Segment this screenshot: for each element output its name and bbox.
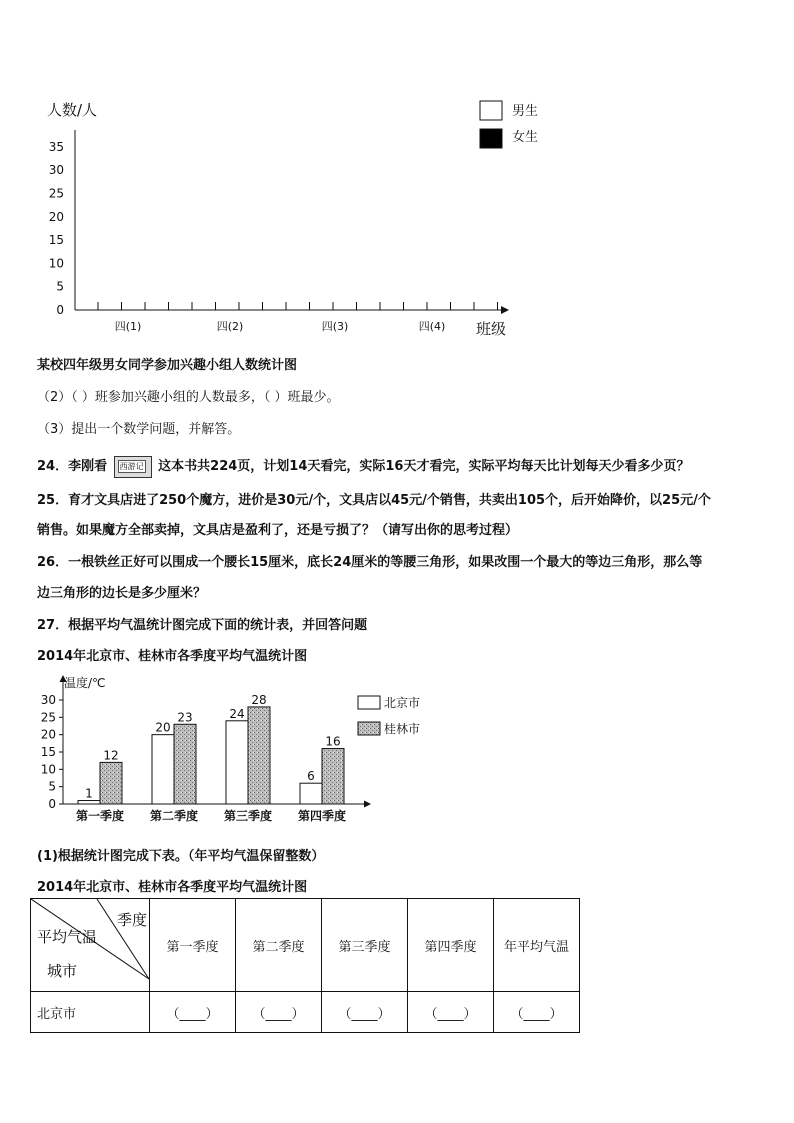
chart2-y-tick-label: 20 [40,727,56,742]
temperature-table [30,898,580,1033]
question-26-line1: 26．一根铁丝正好可以围成一个腰长15厘米，底长24厘米的等腰三角形，如果改围一个最大的等边三角形，那么等 [37,555,703,570]
answer-blank-q1[interactable]: （____） [150,992,236,1033]
bar-beijing [300,783,322,804]
header-city: 城市 [47,962,78,980]
header-season: 季度 [116,911,147,929]
chart2-title: 2014年北京市、桂林市各季度平均气温统计图 [37,649,308,664]
bar-value-label: 20 [155,720,171,735]
legend-label-beijing: 北京市 [384,696,421,710]
bar-beijing [78,801,100,804]
chart2-category-label: 第四季度 [297,809,347,823]
bar-value-label: 12 [103,748,119,763]
question-25-line1: 25．育才文具店进了250个魔方，进价是30元/个，文具店以45元/个销售，共卖出105个，后开始降价，以25元/个 [37,493,711,508]
question-24 [37,455,689,478]
bar-value-label: 24 [229,706,245,721]
bar-value-label: 1 [85,786,93,801]
chart2-y-tick-label: 5 [48,779,56,794]
question-25-line2: 销售。如果魔方全部卖掉，文具店是盈利了，还是亏损了？（请写出你的思考过程） [37,523,519,538]
legend-swatch-girls [480,129,502,148]
chart2-category-label: 第二季度 [149,809,199,823]
chart2-y-tick-label: 30 [40,693,56,707]
question-27-sub1: (1)根据统计图完成下表。（年平均气温保留整数） [37,849,325,864]
book-icon [114,456,152,478]
x-category-label: 四(2) [216,320,244,333]
x-category-label: 四(3) [321,320,349,333]
y-tick-label: 0 [56,303,64,317]
row-city: 北京市 [31,992,150,1033]
temperature-bar-chart [30,672,450,832]
bar-beijing [152,735,174,804]
chart2-category-label: 第三季度 [223,809,273,823]
bar-value-label: 23 [177,710,193,725]
question-2: （2）（ ）班参加兴趣小组的人数最多，（ ）班最少。 [37,390,340,405]
x-category-label: 四(4) [418,320,446,333]
legend-label-boys: 男生 [512,104,539,119]
book-title: 西游记 [119,461,144,471]
col-q2: 第二季度 [236,899,322,992]
chart2-y-axis-label: 温度/℃ [64,676,106,690]
y-tick-label: 10 [48,256,64,271]
question-26-line2: 边三角形的边长是多少厘米？ [37,586,207,601]
bar-value-label: 28 [251,692,267,707]
legend-swatch-beijing [358,696,380,709]
table-title: 2014年北京市、桂林市各季度平均气温统计图 [37,880,308,895]
table-header-row [31,899,580,992]
chart2-y-tick-label: 0 [48,797,56,811]
legend-swatch-boys [480,101,502,120]
col-q4: 第四季度 [408,899,494,992]
q24-prefix: 24．李刚看 [37,459,108,474]
bar-beijing [226,721,248,804]
chart2-y-tick-label: 10 [40,762,56,777]
answer-blank-q2[interactable]: （____） [236,992,322,1033]
bar-guilin [248,707,270,804]
legend-label-girls: 女生 [512,130,539,145]
legend-label-guilin: 桂林市 [384,722,421,736]
bar-value-label: 16 [325,734,341,749]
x-category-label: 四(1) [114,320,142,333]
y-tick-label: 5 [56,279,64,294]
diagonal-header-cell [31,899,150,992]
bar-value-label: 6 [307,769,315,784]
answer-blank-q4[interactable]: （____） [408,992,494,1033]
col-q1: 第一季度 [150,899,236,992]
answer-blank-q3[interactable]: （____） [322,992,408,1033]
legend-swatch-guilin [358,722,380,735]
bar-guilin [100,762,122,804]
chart2-y-tick-label: 25 [40,710,56,725]
y-axis-label: 人数/人 [47,101,98,119]
y-tick-label: 15 [48,233,64,248]
y-tick-label: 35 [48,139,64,154]
empty-bar-chart [40,90,560,345]
question-27: 27．根据平均气温统计图完成下面的统计表，并回答问题 [37,618,368,633]
y-tick-label: 30 [48,163,64,178]
header-avg-temp: 平均气温 [37,928,98,946]
chart2-category-label: 第一季度 [75,809,125,823]
x-axis-label: 班级 [476,320,507,338]
bar-guilin [174,724,196,804]
chart1-caption: 某校四年级男女同学参加兴趣小组人数统计图 [37,358,298,373]
bar-guilin [322,749,344,804]
answer-blank-annual[interactable]: （____） [494,992,580,1033]
q24-text: 这本书共224页，计划14天看完，实际16天才看完，实际平均每天比计划每天少看多少页？ [158,459,690,474]
y-tick-label: 25 [48,186,64,201]
chart2-y-tick-label: 15 [40,745,56,759]
y-tick-label: 20 [48,209,64,224]
table-row [31,992,580,1033]
col-annual: 年平均气温 [494,899,580,992]
question-3: （3）提出一个数学问题，并解答。 [37,422,241,437]
col-q3: 第三季度 [322,899,408,992]
